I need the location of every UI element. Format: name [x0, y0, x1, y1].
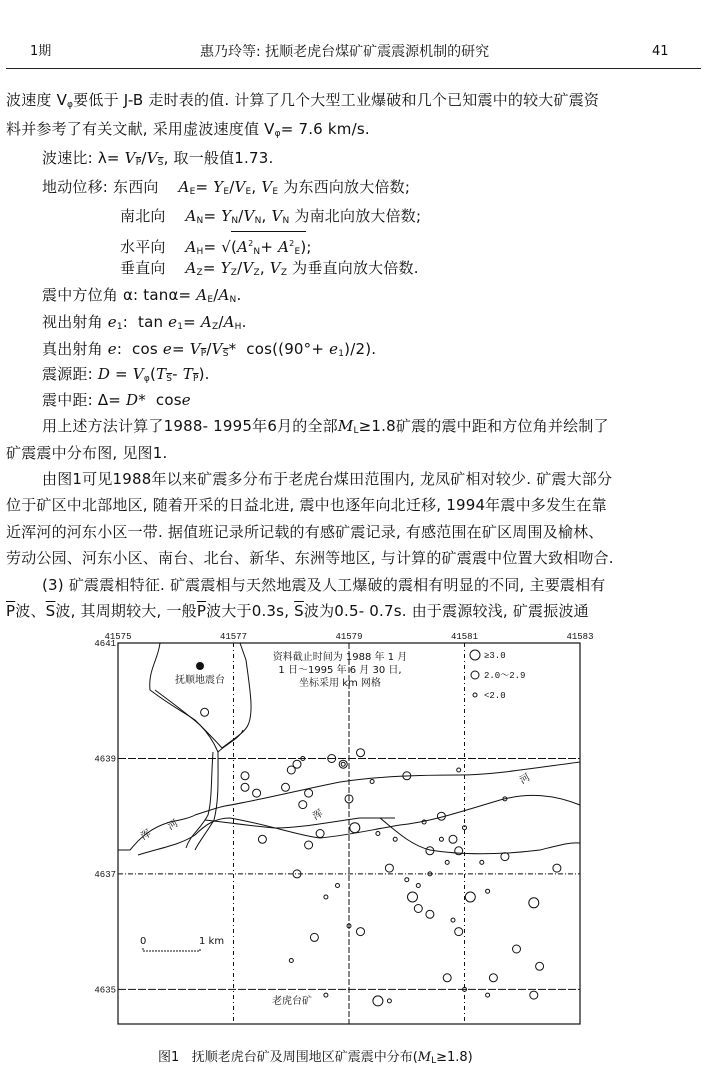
x-tick-label: 41577: [219, 632, 248, 642]
data-note-line: 1 日～1995 年 6 月 30 日,: [278, 665, 402, 676]
legend-marker-small: [473, 693, 477, 697]
epicenter-point: [513, 945, 521, 953]
river-label: 浑: [311, 808, 326, 823]
epicenter-point: [289, 959, 293, 963]
data-note-line: 坐标采用 km 网格: [299, 678, 381, 689]
paragraph-3-line-3: 近浑河的河东小区一带. 据值班记录所记载的有感矿震记录, 有感范围在矿区周围及榆林、: [6, 523, 604, 541]
seismic-station-icon: [196, 662, 204, 670]
running-title: 惠乃玲等: 抚顺老虎台煤矿矿震震源机制的研究: [200, 44, 490, 60]
x-tick-label: 41575: [104, 632, 132, 642]
paragraph-1-line-2: 料并参考了有关文献, 采用虚波速度值 $V_\varphi= 7.6$ km/s.: [6, 120, 370, 139]
river-channel-west-2: [195, 752, 218, 850]
epicenter-point: [282, 783, 290, 791]
epicenter-point: [445, 860, 449, 864]
y-tick-label: 4641: [94, 639, 116, 649]
epicenter-point: [480, 860, 484, 864]
epicenter-point: [489, 974, 497, 982]
epicenter-point: [350, 823, 360, 833]
legend-marker-medium: [471, 671, 479, 679]
apparent-angle-formula: 视出射角 $e_1$: $\tan e_1= A_Z/A_H$.: [42, 313, 247, 332]
legend-label: 2.0～2.9: [484, 671, 526, 681]
epicenter-point: [455, 928, 463, 936]
river-label: 河: [166, 818, 181, 833]
legend-label: ≥3.0: [484, 651, 506, 661]
paragraph-4-line-2: $\overline{P}$波、$\overline{S}$波, 其周期较大, 一般$\overline{P}$波大于0.3s, $\overline{S}$波为0.5- 0.7s. 由于震源较浅, 矿震振波通: [6, 602, 589, 620]
epicenter-point: [414, 905, 422, 913]
displacement-ns: 南北向 $A_N= Y_N/V_N$, $V_N$ 为南北向放大倍数;: [120, 207, 422, 226]
river-label: 浑: [139, 828, 154, 843]
epicenter-point: [316, 830, 324, 838]
displacement-h: 水平向 $A_H= √(A^2_N+ A^2_E)$;: [120, 231, 312, 262]
wave-speed-ratio: 波速比: $\lambda= V_{\overline{P}}/V_{\overline{S}}$, 取一般值1.73.: [42, 149, 274, 168]
epicenter-point: [501, 853, 509, 861]
paragraph-2-line-1: 用上述方法计算了1988- 1995年6月的全部$M_L\ge 1.8$矿震的震中距和方位角并绘制了: [42, 417, 609, 436]
epicenter-point: [529, 898, 539, 908]
epicenter-point: [336, 884, 340, 888]
river-channel-west: [186, 752, 213, 848]
scale-label-one: 1 km: [199, 936, 225, 947]
epicenter-point: [373, 996, 383, 1006]
scale-label-zero: 0: [140, 936, 147, 947]
epicenter-point: [536, 962, 544, 970]
data-note-line: 资料截止时间为 1988 年 1 月: [272, 652, 408, 663]
epicenter-point: [486, 993, 490, 997]
epicenter-point: [426, 910, 434, 918]
epicenter-point: [451, 918, 455, 922]
hypocentral-distance: 震源距: $D = V_\varphi(T_{\overline{S}}-$ $T_{\overline{P}}$).: [42, 365, 210, 384]
epicenter-point: [299, 801, 307, 809]
river-label: 河: [518, 772, 533, 787]
epicenter-point: [486, 889, 490, 893]
epicenter-point: [357, 928, 365, 936]
mine-label: 老虎台矿: [272, 996, 312, 1007]
legend-label: <2.0: [484, 691, 506, 701]
epicentral-distance: 震中距: Δ= D* cose: [42, 391, 191, 409]
epicenter-point: [385, 864, 393, 872]
x-tick-label: 41581: [450, 632, 479, 642]
epicenter-point: [310, 933, 318, 941]
river-bank-upper: [150, 643, 251, 748]
epicenter-point: [253, 789, 261, 797]
y-tick-label: 4637: [94, 869, 116, 880]
epicenter-point: [201, 708, 209, 716]
station-label: 抚顺地震台: [175, 675, 225, 686]
epicenter-point: [387, 999, 391, 1003]
epicenter-point: [339, 760, 347, 768]
epicenter-point: [405, 878, 409, 882]
epicenter-point: [370, 780, 374, 784]
epicenter-point: [305, 789, 313, 797]
figure-caption: 图1 抚顺老虎台矿及周围地区矿震震中分布$(M_L\ge 1.8)$: [158, 1050, 473, 1066]
epicenter-point: [449, 835, 457, 843]
epicenter-point: [457, 768, 461, 772]
epicenter-point: [393, 837, 397, 841]
epicenter-point: [439, 837, 443, 841]
paragraph-2-line-2: 矿震震中分布图, 见图1.: [6, 444, 168, 462]
epicenter-point: [408, 892, 418, 902]
epicenter-point: [341, 762, 345, 766]
epicenter-point: [465, 892, 475, 902]
azimuth-formula: 震中方位角 α: $\tan\alpha= A_E/A_N$.: [42, 286, 242, 305]
epicenter-point: [443, 974, 451, 982]
displacement-ew: 地动位移: 东西向 $A_E= Y_E/V_E$, $V_E$ 为东西向放大倍数;: [42, 178, 411, 197]
epicenter-point: [258, 835, 266, 843]
issue-label: 1期: [30, 44, 52, 59]
x-tick-label: 41579: [335, 632, 363, 642]
displacement-z: 垂直向 $A_Z= Y_Z/V_Z$, $V_Z$ 为垂直向放大倍数.: [120, 259, 419, 278]
legend-marker-large: [470, 650, 480, 660]
epicenter-point: [241, 772, 249, 780]
page-number: 41: [652, 44, 669, 59]
x-tick-label: 41583: [566, 632, 594, 642]
epicenter-point: [357, 749, 365, 757]
river-bank-lower: [155, 690, 243, 752]
epicenter-point: [293, 760, 301, 768]
paragraph-1-line-1: 波速度 $V_\varphi$要低于 J-B 走时表的值. 计算了几个大型工业爆破和几个已知震中的较大矿震资: [6, 91, 600, 110]
paragraph-3-line-4: 劳动公园、河东小区、南台、北台、新华、东洲等地区, 与计算的矿震震中位置大致相吻合.: [6, 549, 614, 567]
true-angle-formula: 真出射角 e: $\cos e= V_{\overline{P}}/V_{\overline{S}}*$ $\cos((90^\circ+ e_1)/2)$.: [42, 340, 377, 359]
paragraph-3-line-1: 由图1可见1988年以来矿震多分布于老虎台煤田范围内, 龙凤矿相对较少. 矿震大部分: [42, 470, 613, 488]
epicenter-point: [241, 783, 249, 791]
epicenter-point: [305, 841, 313, 849]
epicenter-point: [376, 832, 380, 836]
y-tick-label: 4635: [94, 985, 116, 996]
paragraph-3-line-2: 位于矿区中北部地区, 随着开采的日益北进, 震中也逐年向北迁移, 1994年震中多发生在靠: [6, 496, 607, 514]
epicenter-points: [201, 708, 561, 1006]
y-tick-label: 4639: [94, 754, 116, 765]
scale-bar: [143, 948, 200, 951]
epicenter-point: [530, 991, 538, 999]
paragraph-4-line-1: (3) 矿震震相特征. 矿震震相与天然地震及人工爆破的震相有明显的不同, 主要震相有: [42, 576, 606, 594]
epicenter-point: [553, 864, 561, 872]
epicenter-point: [324, 895, 328, 899]
epicenter-point: [416, 884, 420, 888]
epicenter-point: [324, 993, 328, 997]
